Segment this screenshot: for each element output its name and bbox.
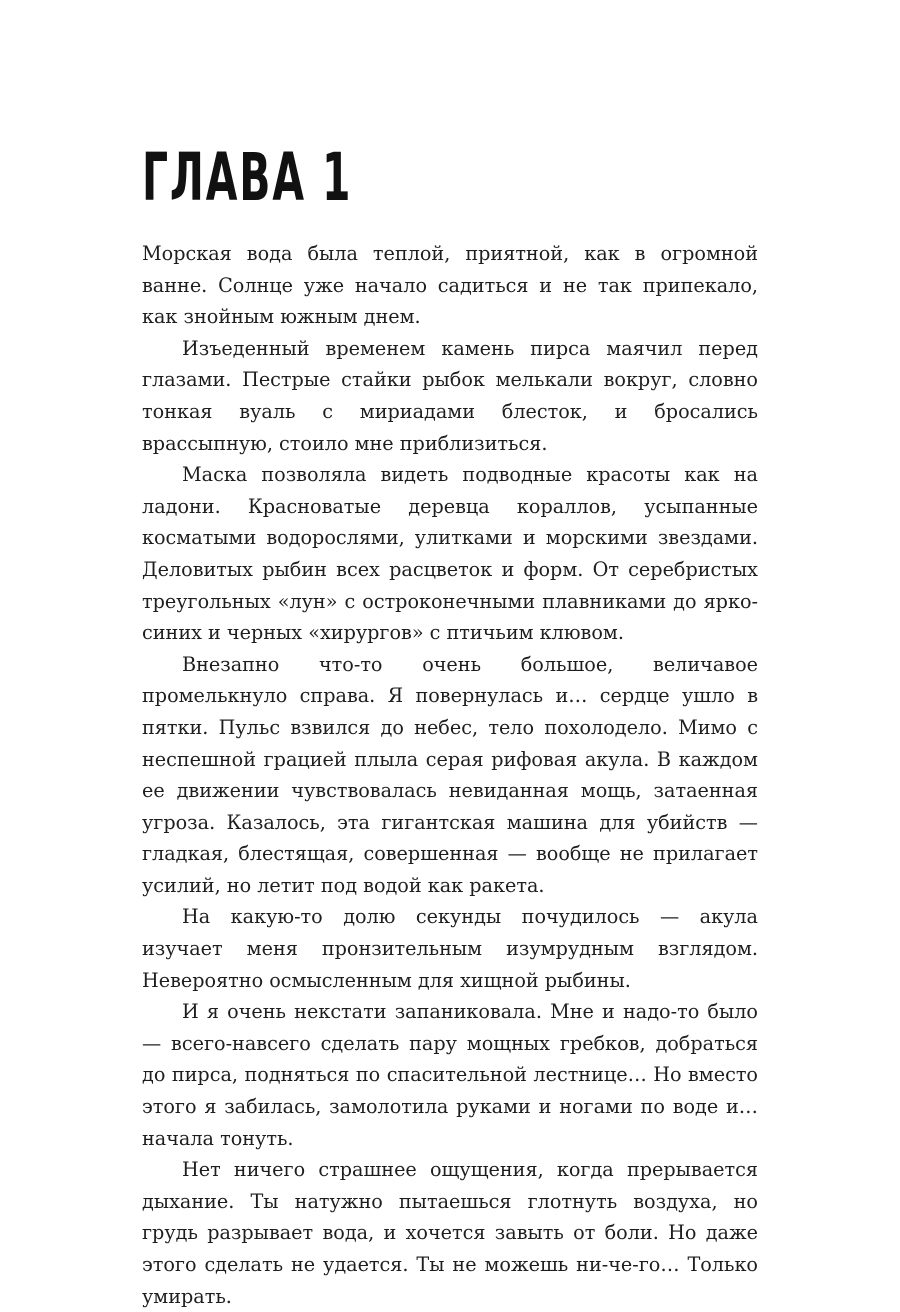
chapter-title: ГЛАВА 1: [142, 139, 353, 216]
paragraph-2: Изъеденный временем камень пирса маячил перед глазами. Пестрые стайки рыбок мелькали вокруг, словно тонкая вуаль с мириадами блесток, и бросались врассыпную, стоило мне приблизиться.: [142, 336, 758, 455]
paragraph-7: Нет ничего страшнее ощущения, когда прерывается дыхание. Ты натужно пытаешься глотнуть воздуха, но грудь разрывает вода, и хочется завыть от боли. Но даже этого сделать не удается. Ты не можешь ни-че-го… Только умирать.: [142, 1158, 758, 1308]
paragraph-6: И я очень некстати запаниковала. Мне и надо-то было — всего-навсего сделать пару мощных гребков, добраться до пирса, подняться по спасительной лестнице… Но вместо этого я забилась, замолотила руками и ногами по воде и… начала тонуть.: [142, 1000, 758, 1150]
paragraph-1: Морская вода была теплой, приятной, как в огромной ванне. Солнце уже начало садиться и не так припекало, как знойным южным днем.: [142, 242, 758, 329]
chapter-body: [142, 238, 758, 1312]
paragraph-3: Маска позволяла видеть подводные красоты как на ладони. Красноватые деревца кораллов, усыпанные косматыми водорослями, улитками и морскими звездами. Деловитых рыбин всех расцветок и форм. От серебристых треугольных «лун» с остроконечными плавниками до ярко-синих и черных «хирургов» с птичьим клювом.: [142, 463, 758, 645]
paragraph-5: На какую-то долю секунды почудилось — акула изучает меня пронзительным изумрудным взглядом. Невероятно осмысленным для хищной рыбины.: [142, 905, 758, 992]
paragraph-4: Внезапно что-то очень большое, величавое промелькнуло справа. Я повернулась и… сердце ушло в пятки. Пульс взвился до небес, тело похолодело. Мимо с неспешной грацией плыла серая рифовая акула. В каждом ее движении чувствовалась невиданная мощь, затаенная угроза. Казалось, эта гигантская машина для убийств — гладкая, блестящая, совершенная — вообще не прилагает усилий, но летит под водой как ракета.: [142, 652, 758, 897]
